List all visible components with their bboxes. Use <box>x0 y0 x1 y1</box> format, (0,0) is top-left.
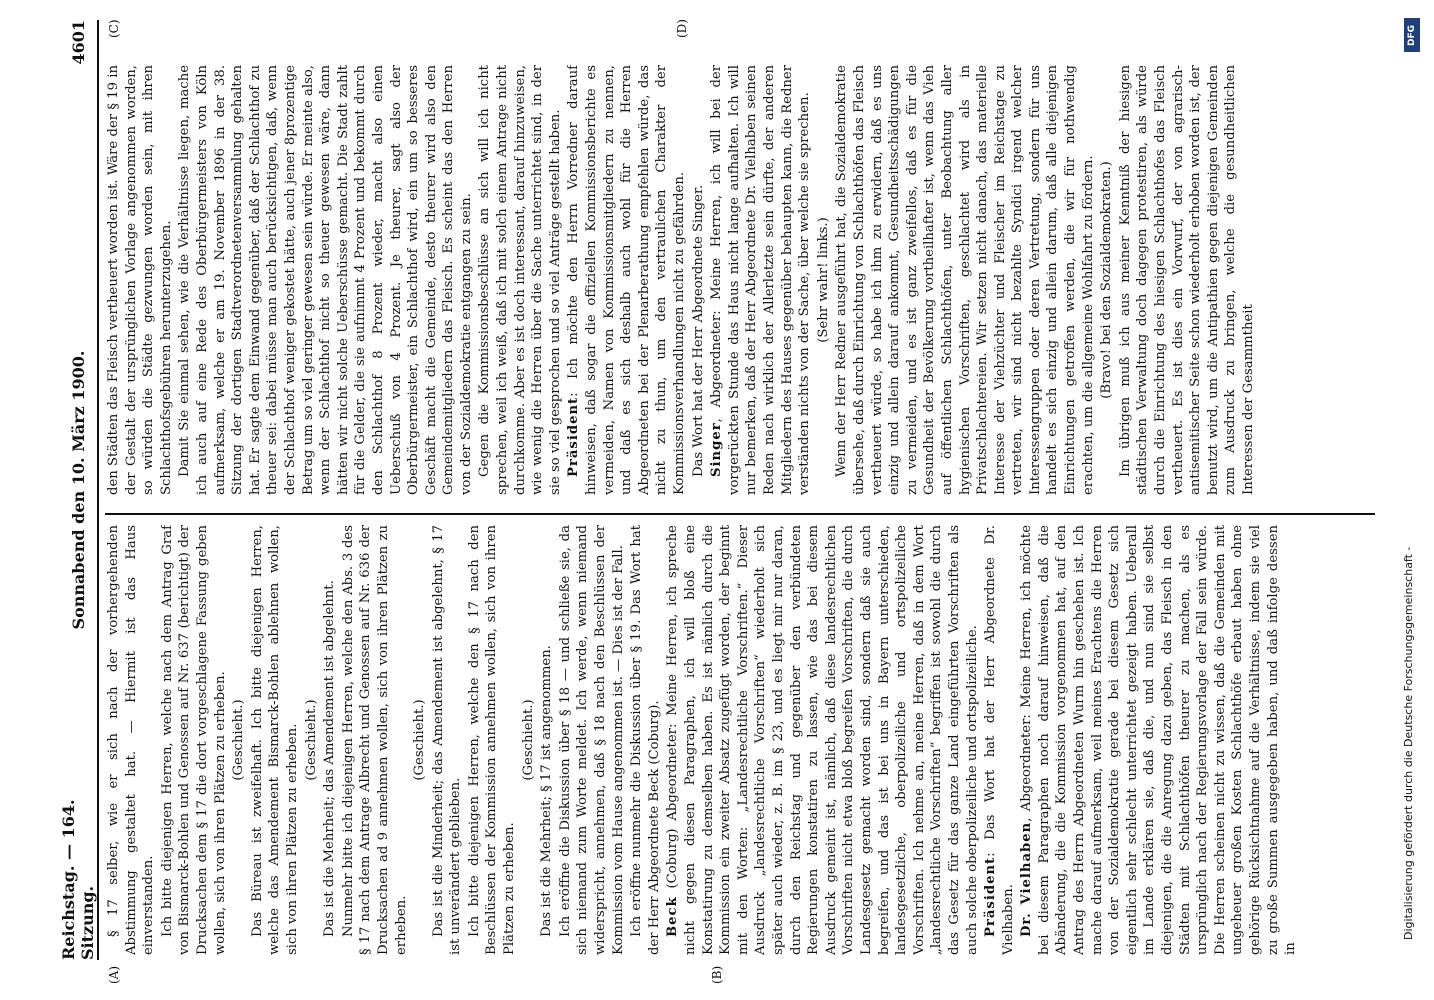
paragraph <box>690 65 708 495</box>
paragraph-text: Im übrigen muß ich aus meiner Kenntniß der hiesigen städtischen Verwaltung doch dagegen protestiren, als würde durch die Einrichtung des hiesigen Schlachthofes das Fleisch vertheuert. Es ist dies ein Vorwurf, der von agrarisch-antisemitischer Seite schon wiederholt erhoben worden ist, der benutzt wird, um die Antipathien gegen diejenigen Gemeinden zum Ausdruck zu bringen, welche die gesundheitlichen Interessen der Gesammtheit <box>1117 65 1256 495</box>
left-column <box>105 525 1383 955</box>
paragraph <box>411 525 429 955</box>
paragraph-text: Damit Sie einmal sehen, wie die Verhältnisse liegen, mache ich auch auf eine Rede des Oberbürgermeisters von Köln aufmerksam, welche er am 19. November 1896 in der 38. Sitzung der dortigen Stadtverordnetenversammlung gehalten hat. Er sagte dem Einwand gegenüber, daß der Schlachthof zu theuer sei: dabei müsse man auch berücksichtigen, daß, wenn der Schlachthof weniger gekostet hätte, auch jener 8prozentige Betrag um so viel geringer gewesen sein würde. Er meinte also, wenn der Schlachthof nicht so theuer gewesen wäre, dann hätten wir nicht solche Ueberschüsse gemacht. Die Stadt zahlt für die Gelder, die sie aufnimmt 4 Prozent und bekommt durch den Schlachthof 8 Prozent wieder, macht also einen Ueberschuß von 4 Prozent. Je theurer, sagt also der Oberbürgermeister, ein Schlachthof wird, ein um so besseres Geschäft macht die Gemeinde, desto theurer wird also den Gemeindemitgliedern das Fleisch. Es scheint das den Herren von der Sozialdemokratie entgangen zu sein. <box>177 65 474 495</box>
paragraph-text: Das Büreau ist zweifelhaft. Ich bitte diejenigen Herren, welche das Amendement Bismarck-Bohlen ablehnen wollen, sich von ihren Plätzen zu erheben. <box>249 525 300 955</box>
paragraph-text: : Das Wort hat der Herr Abgeordnete Dr. Vielhaben. <box>983 525 1016 955</box>
paragraph <box>833 65 1097 495</box>
paragraph-text: Das Wort hat der Herr Abgeordnete Singer. <box>690 184 706 477</box>
speaker-name: Beck <box>665 896 681 937</box>
paragraph-text: Ich bitte diejenigen Herren, welche den § 17 nach den Beschlüssen der Kommission annehmen wollen, sich von ihren Plätzen zu erheben. <box>466 525 518 955</box>
dfg-logo: DFG <box>1404 18 1420 52</box>
margin-mark-d: (D) <box>675 19 689 38</box>
paragraph-text: Nunmehr bitte ich diejenigen Herren, welche den Abs. 3 des § 17 nach dem Antrage Albrecht und Genossen auf Nr. 636 der Drucksachen ad 9 annehmen wollen, sich von ihren Plätzen zu erheben. <box>340 525 409 955</box>
paragraph <box>1098 65 1116 495</box>
document-page <box>55 0 1395 1000</box>
paragraph <box>708 65 814 495</box>
paragraph-text: : Ich möchte den Herrn Vorredner darauf hinweisen, daß sogar die offiziellen Kommissionsberichte es vermeiden, Namen von Kommissionsmitgliedern zu nennen, und daß es sich deshalb auch wohl für die Herren Abgeordneten bei der Plenarberathung empfehlen würde, das nicht zu thun, um den vertraulichen Charakter der Kommissionsverhandlungen nicht zu gefährden. <box>566 65 687 495</box>
speaker-name: Dr. Vielhaben <box>1019 821 1035 937</box>
paragraph-text: Ich eröffne nunmehr die Diskussion über § 19. Das Wort hat der Herr Abgeordnete Beck (Coburg). <box>629 525 662 955</box>
side-label <box>1398 10 1428 990</box>
paragraph <box>105 525 158 955</box>
paragraph <box>466 525 519 955</box>
paragraph <box>321 525 339 955</box>
paragraph <box>230 525 248 955</box>
paragraph-text: (Geschieht.) <box>520 699 536 781</box>
paragraph <box>159 525 229 955</box>
speaker-name: Präsident <box>983 856 999 937</box>
paragraph-text: Das ist die Mehrheit; § 17 ist angenommen. <box>539 645 555 937</box>
paragraph-text: (Geschieht.) <box>412 699 428 781</box>
margin-mark-a: (A) <box>107 965 121 984</box>
paragraph-text: Wenn der Herr Redner ausgeführt hat, die Sozialdemokratie übersehe, daß durch Einrichtung von Schlachthöfen das Fleisch vertheuert würde, so habe ich ihm zu erwidern, daß es uns einzig und allein darauf ankommt, Gesundheitsschädigungen zu vermeiden, und es ist ganz zweifellos, daß es für die Gesundheit der Bevölkerung vortheilhafter ist, wenn das Vieh auf öffentlichen Schlachthöfen, unter Beobachtung aller hygienischen Vorschriften, geschlachtet wird als in Privatschlachtereien. Wir setzen nicht danach, das materielle Interesse der Viehzüchter und Fleischer im Reichstage zu vertreten, wir sind nicht bezahlte Syndici irgend welcher Interessengruppen oder deren Vertretung, sondern für uns handelt es sich einzig und allein darum, daß alle diejenigen Einrichtungen getroffen werden, die wir für nothwendig erachten, um die allgemeine Wohlfahrt zu fördern. <box>834 65 1096 495</box>
paragraph <box>430 525 465 955</box>
paragraph <box>303 525 321 955</box>
paragraph <box>815 65 833 495</box>
paragraph <box>476 65 564 495</box>
paragraph <box>557 525 627 955</box>
paragraph <box>105 65 175 495</box>
header-rule <box>97 20 99 960</box>
paragraph-text: (Sehr wahr! links.) <box>815 217 831 343</box>
digitization-note: Digitalisierung gefördert durch die Deutsche Forschungsgemeinschaft - <box>1402 546 1415 940</box>
paragraph <box>982 525 1017 955</box>
paragraph-text: Ich bitte diejenigen Herren, welche nach dem Antrag Graf von Bismarck-Bohlen und Genossen auf Nr. 637 (berichtigt) der Drucksachen dem § 17 die dort vorgeschlagene Fassung geben wollen, sich von ihren Plätzen zu erheben. <box>159 525 228 955</box>
paragraph-text: , Abgeordneter: Meine Herren, ich möchte bei diesem Paragraphen noch darauf hinweisen, daß die Abänderung, die die Kommission vorgenommen hat, auf den Antrag des Herrn Abgeordneten Wurm hin geschehen ist. Ich mache darauf aufmerksam, weil meines Erachtens die Herren von der Sozialdemokratie gerade bei diesem Gesetz sich eigentlich sehr schlecht unterrichtet gezeigt haben. Ueberall im Lande erklären sie, daß die, und nun sind sie selbst diejenigen, die die Anregung dazu geben, das Fleisch in den Städten mit Schlachthöfen theurer zu machen, als es ursprünglich nach der Regierungsvorlage der Fall sein würde. Die Herren scheinen nicht zu wissen, daß die Gemeinden mit ungeheuer großen Kosten Schlachthöfe erbaut haben ohne gehörige Rücksichtnahme auf die Verhältnisse, indem sie viel zu große Summen ausgegeben haben, und daß infolge dessen in <box>1019 525 1299 955</box>
paragraph-text: (Coburg) Abgeordneter: Meine Herren, ich spreche nicht gegen diesen Paragraphen, ich will bloß eine Konstatirung zu demselben haben. Es ist nämlich durch die Kommission ein zweiter Absatz zugefügt worden, der beginnt mit den Worten: „Landesrechtliche Vorschriften.“ Dieser Ausdruck „landesrechtliche Vorschriften“ wiederholt sich später auch wieder, z. B. im § 23, und es liegt mir nur daran, durch den Reichstag und gegenüber den verbündeten Regierungen konstatiren zu lassen, wie das bei diesem Ausdruck gemeint ist, nämlich, daß diese landesrechtlichen Vorschriften nicht etwa bloß begreifen Vorschriften, die durch Landesgesetz gemacht worden sind, sondern daß sie auch begreifen, und das ist bei uns in Bayern unterschieden, landesgesetzliche, oberpolizeiliche und ortspolizeiliche Vorschriften. Ich nehme an, meine Herren, daß in dem Wort „landesrechtliche Vorschriften“ begriffen ist sowohl die durch das Gesetz für das ganze Land eingeführten Vorschriften als auch solche oberpolizeiliche und ortspolizeiliche. <box>665 525 980 955</box>
right-column <box>105 65 1383 495</box>
page-number: 4601 <box>68 20 88 65</box>
paragraph <box>628 525 663 955</box>
margin-mark-c: (C) <box>107 19 121 38</box>
paragraph <box>1018 525 1300 955</box>
paragraph-text: Das ist die Minderheit; das Amendement ist abgelehnt, § 17 ist unverändert geblieben. <box>430 525 464 955</box>
page-header <box>61 20 95 960</box>
header-date: Sonnabend den 10. März 1900. <box>68 350 88 630</box>
paragraph <box>664 525 981 955</box>
paragraph <box>340 525 410 955</box>
paragraph-text: Gegen die Kommissionsbeschlüsse an sich will ich nicht sprechen, weil ich weiß, daß ich mit solch einem Antrage nicht durchkomme. Aber es ist doch interessant, darauf hinzuweisen, wie wenig die Herren über die Sache unterrichtet sind, in der sie so viel gesprochen und so viel Anträge gestellt haben. <box>477 65 563 495</box>
paragraph-text: § 17 selber, wie er sich nach der vorhergehenden Abstimmung gestaltet hat. — Hiermit ist das Haus einverstanden. <box>106 525 157 955</box>
paragraph <box>520 525 538 955</box>
paragraph-text: , Abgeordneter: Meine Herren, ich will bei der vorgerückten Stunde das Haus nicht lange aufhalten. Ich will nur bemerken, daß der Herr Abgeordnete Dr. Vielhaben seinen Reden nach wirklich der Allerletzte sein dürfte, der anderen Mitgliedern des Hauses gegenüber behaupten kann, die Redner verständen nichts von der Sache, über welche sie sprechen. <box>709 65 813 495</box>
paragraph <box>538 525 556 955</box>
paragraph <box>565 65 688 495</box>
header-title: Reichstag. — 164. Sitzung. <box>59 799 97 960</box>
column-divider <box>105 513 1375 515</box>
paragraph <box>1117 65 1258 495</box>
paragraph-text: Das ist die Mehrheit; das Amendement ist abgelehnt. <box>322 580 338 937</box>
paragraph <box>176 65 475 495</box>
paragraph <box>249 525 302 955</box>
speaker-name: Singer <box>709 422 725 477</box>
paragraph-text: (Bravo! bei den Sozialdemokraten.) <box>1099 161 1115 399</box>
paragraph-text: Ich eröffne die Diskussion über § 18 — und schließe sie, da sich niemand zum Worte meldet. Ich werde, wenn niemand widerspricht, annehmen, daß § 18 nach den Beschlüssen der Kommission vom Hause angenommen ist. — Dies ist der Fall. <box>557 525 626 955</box>
paragraph-text: (Geschieht.) <box>303 699 319 781</box>
margin-mark-b: (B) <box>710 965 724 984</box>
paragraph-text: den Städten das Fleisch vertheuert worden ist. Wäre der § 19 in der Gestalt der ursprünglichen Vorlage angenommen worden, so würden die Städte gezwungen worden sein, mit ihren Schlachthofsgebühren herunterzugehen. <box>106 65 174 495</box>
speaker-name: Präsident <box>566 396 582 477</box>
paragraph-text: (Geschieht.) <box>231 699 247 781</box>
